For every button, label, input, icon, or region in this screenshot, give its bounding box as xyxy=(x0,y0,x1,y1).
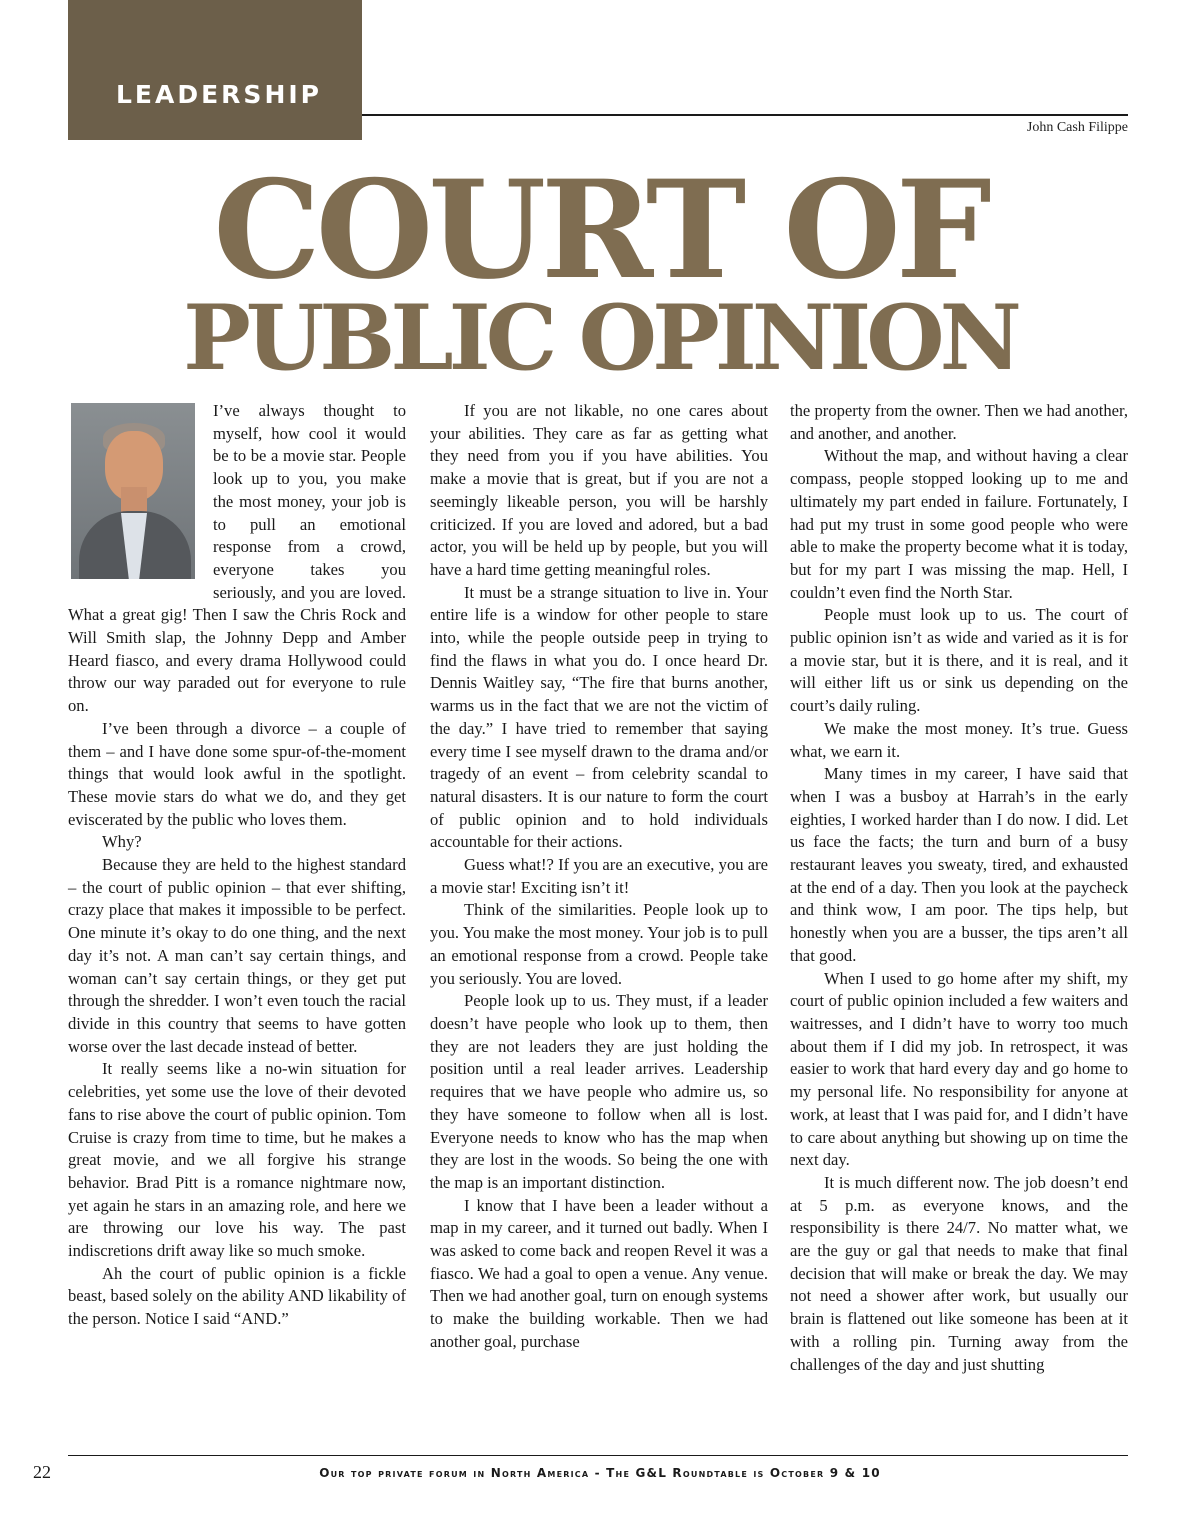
paragraph: Ah the court of public opinion is a fickle beast, based solely on the ability AND likability of the person. Notice I said “AND.” xyxy=(68,1263,406,1329)
paragraph: Think of the similarities. People look up to you. You make the most money. Your job is to pull an emotional response from a crowd. People take you seriously. You are loved. xyxy=(430,900,768,988)
article-column-3 xyxy=(790,400,1128,1376)
paragraph: the property from the owner. Then we had another, and another, and another. xyxy=(790,401,1128,443)
paragraph: Without the map, and without having a clear compass, people stopped looking up to me and ultimately my part ended in failure. Fortunately, I had put my trust in some good people who were able to make the property become what it is today, but for my part I was missing the map. Hell, I couldn’t even find the North Star. xyxy=(790,446,1128,602)
paragraph: We make the most money. It’s true. Guess what, we earn it. xyxy=(790,718,1128,761)
paragraph: Why? xyxy=(102,832,142,852)
article-title-line-1: COURT OF xyxy=(213,150,987,309)
paragraph: Many times in my career, I have said that when I was a busboy at Harrah’s in the early eighties, I worked harder than I do now. I did. Let us face the facts; the turn and burn of a busy restaurant leaves you sweaty, tired, and exhausted at the end of a day. Then you look at the paycheck and think wow, I am poor. The tips help, but honestly when you are a busser, the tips aren’t all that good. xyxy=(790,764,1128,965)
footer-banner: Our top private forum in North America - The G&L Roundtable is October 9 & 10 xyxy=(319,1466,881,1480)
paragraph: I know that I have been a leader without a map in my career, and it turned out badly. When I was asked to come back and reopen Revel it was a fiasco. We had a goal to open a venue. Any venue. Then we had another goal, turn on enough systems to make the building workable. Then we had another goal, purchase xyxy=(430,1195,768,1351)
paragraph: People look up to us. They must, if a leader doesn’t have people who look up to them, then they are not leaders they are just holding the position until a real leader arrives. Leadership requires that we have people who admire us, so they have someone to follow when all is lost. Everyone needs to know who has the map when they are lost in the woods. So being the one with the map is an important distinction. xyxy=(430,991,768,1192)
page-number: 22 xyxy=(33,1462,51,1482)
footer-rule xyxy=(68,1455,1128,1456)
paragraph: I’ve always thought to myself, how cool it would be to be a movie star. People look up to you, you make the most money, your job is to pull an emotional response from a crowd, everyone takes you seriously, and you are loved. What a great gig! Then I saw the Chris Rock and Will Smith slap, the Johnny Depp and Amber Heard fiasco, and every drama Hollywood could throw our way paraded out for everyone to rule on. xyxy=(68,401,406,716)
article-title-line-2: PUBLIC OPINION xyxy=(183,285,1017,391)
paragraph: When I used to go home after my shift, my court of public opinion included a few waiters and waitresses, and I didn’t have to worry too much about them if I did my job. In retrospect, it was easier to work that hard every day and go home to my personal life. No responsibility for anyone at work, at least that I was paid for, and I didn’t have to care about anything but showing up on time the next day. xyxy=(790,968,1128,1170)
paragraph: I’ve been through a divorce – a couple of them – and I have done some spur-of-the-moment things that would look awful in the spotlight. These movie stars do what we do, and they get eviscerated by the public who loves them. xyxy=(68,718,406,829)
section-label: LEADERSHIP xyxy=(116,80,322,109)
paragraph: Guess what!? If you are an executive, you are a movie star! Exciting isn’t it! xyxy=(430,855,768,897)
paragraph: Because they are held to the highest standard – the court of public opinion – that ever shifting, crazy place that makes it impossible to be perfect. One minute it’s okay to do one thing, and the next day it’s not. A man can’t say certain things, and woman can’t say certain things, or they get put through the shredder. I won’t even touch the racial divide in this country that seems to have gotten worse over the last decade instead of better. xyxy=(68,855,406,1056)
paragraph: People must look up to us. The court of public opinion isn’t as wide and varied as it is for a movie star, but it is there, and it is real, and it will either lift us or sink us depending on the court’s daily ruling. xyxy=(790,605,1128,716)
section-tab xyxy=(68,0,362,140)
header-rule xyxy=(362,114,1128,116)
author-photo xyxy=(71,403,195,579)
article-column-1 xyxy=(68,400,406,1331)
paragraph: It must be a strange situation to live in. Your entire life is a window for other people to stare into, while the people outside peep in trying to find the flaws in what you do. I once heard Dr. Dennis Waitley say, “The fire that burns another, warms us in the fact that we are not the victim of the day.” I have tried to remember that saying every time I see myself drawn to the drama and/or tragedy of an event – from celebrity scandal to natural disasters. It is our nature to form the court of public opinion and to hold individuals accountable for their actions. xyxy=(430,582,768,852)
paragraph: It really seems like a no-win situation for celebrities, yet some use the love of their devoted fans to rise above the court of public opinion. Tom Cruise is crazy from time to time, but he makes a great movie, and we all forgive his strange behavior. Brad Pitt is a romance nightmare now, yet again he stars in an amazing role, and here we are throwing our love his way. The past indiscretions drift away like so much smoke. xyxy=(68,1059,406,1261)
article-column-2 xyxy=(430,400,768,1354)
author-byline: John Cash Filippe xyxy=(1026,120,1128,135)
paragraph: If you are not likable, no one cares about your abilities. They care as far as getting what they need from you if you have abilities. You make a movie that is great, but if you are not a seemingly likeable person, you will be harshly criticized. If you are loved and adored, but a bad actor, you will be held up by people, but you will have a hard time getting meaningful roles. xyxy=(430,401,768,579)
paragraph: It is much different now. The job doesn’t end at 5 p.m. as everyone knows, and the responsibility is there 24/7. No matter what, we are the guy or gal that needs to make that final decision that will make or break the day. We may not need a shower after work, but usually our brain is flattened out like someone has been at it with a rolling pin. Turning away from the challenges of the day and just shutting xyxy=(790,1172,1128,1374)
